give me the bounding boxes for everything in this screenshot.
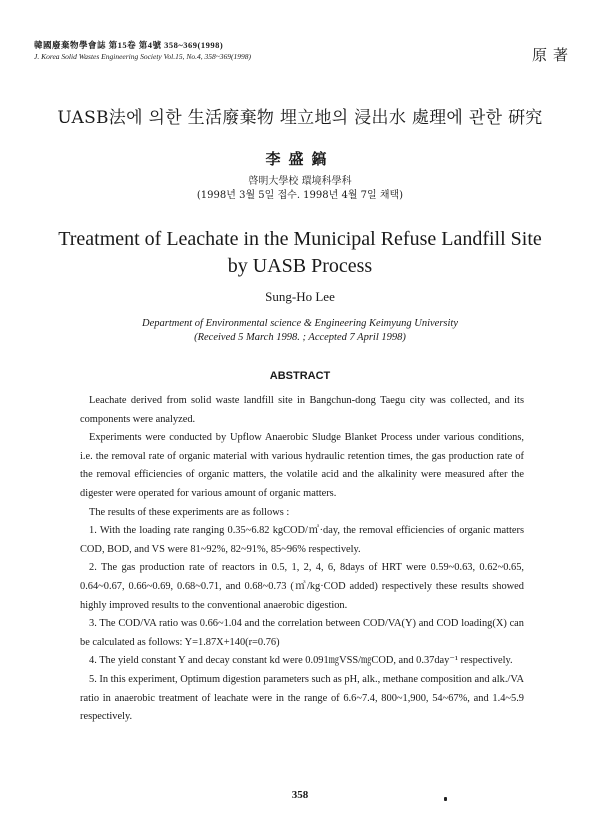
dates-korean: (1998년 3월 5일 접수. 1998년 4월 7일 채택)	[196, 190, 404, 201]
affiliation-english-block	[0, 317, 600, 345]
title-english-line2: by UASB Process	[227, 255, 373, 277]
abstract-paragraph: 1. With the loading rate ranging 0.35~6.82 kgCOD/㎥·day, the removal efficiencies of organic matters COD, BOD, and VS were 81~92%, 82~91%, 85~96% respectively.	[80, 525, 524, 555]
abstract-paragraph: 4. The yield constant Y and decay constant kd were 0.091㎎VSS/㎎COD, and 0.37day⁻¹ respectively.	[89, 655, 513, 667]
page-number: 358	[291, 789, 309, 801]
journal-citation-korean: 韓國廢棄物學會誌 第15卷 第4號 358~369(1998)	[34, 40, 224, 50]
affiliation-korean: 啓明大學校 環境科學科	[248, 176, 352, 187]
abstract-heading: ABSTRACT	[269, 370, 331, 382]
abstract-paragraph: 2. The gas production rate of reactors in 0.5, 1, 2, 4, 6, 8days of HRT were 0.59~0.63, 0.62~0.65, 0.64~0.67, 0.66~0.69, 0.68~0.71, and 0.68~0.73 (㎥/kg·COD added) respectively these results showed highly improved results to the conventional anaerobic digestion.	[80, 562, 524, 611]
abstract-paragraph: 3. The COD/VA ratio was 0.66~1.04 and the correlation between COD/VA(Y) and COD loading(X) can be calculated as follows: Y=1.87X+140(r=0.76)	[80, 618, 524, 648]
scan-speck	[444, 797, 447, 801]
title-english-line1: Treatment of Leachate in the Municipal Refuse Landfill Site	[58, 228, 542, 250]
journal-citation-english: J. Korea Solid Wastes Engineering Society Vol.15, No.4, 358~369(1998)	[34, 52, 252, 61]
journal-header	[34, 40, 574, 62]
dates-english: (Received 5 March 1998. ; Accepted 7 April 1998)	[194, 332, 406, 343]
abstract-paragraph: Leachate derived from solid waste landfill site in Bangchun-dong Taegu city was collected, and its components were analyzed.	[80, 395, 524, 425]
title-korean: UASB法에 의한 生活廢棄物 埋立地의 浸出水 處理에 관한 硏究	[57, 108, 543, 128]
abstract-paragraph: 5. In this experiment, Optimum digestion parameters such as pH, alk., methane composition and alk./VA ratio in anaerobic treatment of leachate were in the range of 6.6~7.4, 800~1,900, 54~67%, and 1.4~5.9 respectively.	[80, 673, 524, 723]
title-english	[0, 226, 600, 280]
abstract-paragraph: Experiments were conducted by Upflow Anaerobic Sludge Blanket Process under various conditions, i.e. the removal rate of organic material with various hydraulic retention times, the gas production rate of the removal efficiencies of organic matters, the volatile acid and the alkalinity were measured after the digester were operated for various amount of organic matters.	[80, 432, 524, 499]
abstract-body	[80, 392, 524, 727]
affiliation-korean-block	[0, 175, 600, 203]
article-type-badge: 原著	[531, 46, 574, 64]
author-korean: 李盛鎬	[265, 150, 335, 168]
author-english: Sung-Ho Lee	[265, 289, 335, 304]
affiliation-english: Department of Environmental science & Engineering Keimyung University	[142, 318, 458, 329]
abstract-paragraph: The results of these experiments are as follows :	[89, 506, 290, 518]
